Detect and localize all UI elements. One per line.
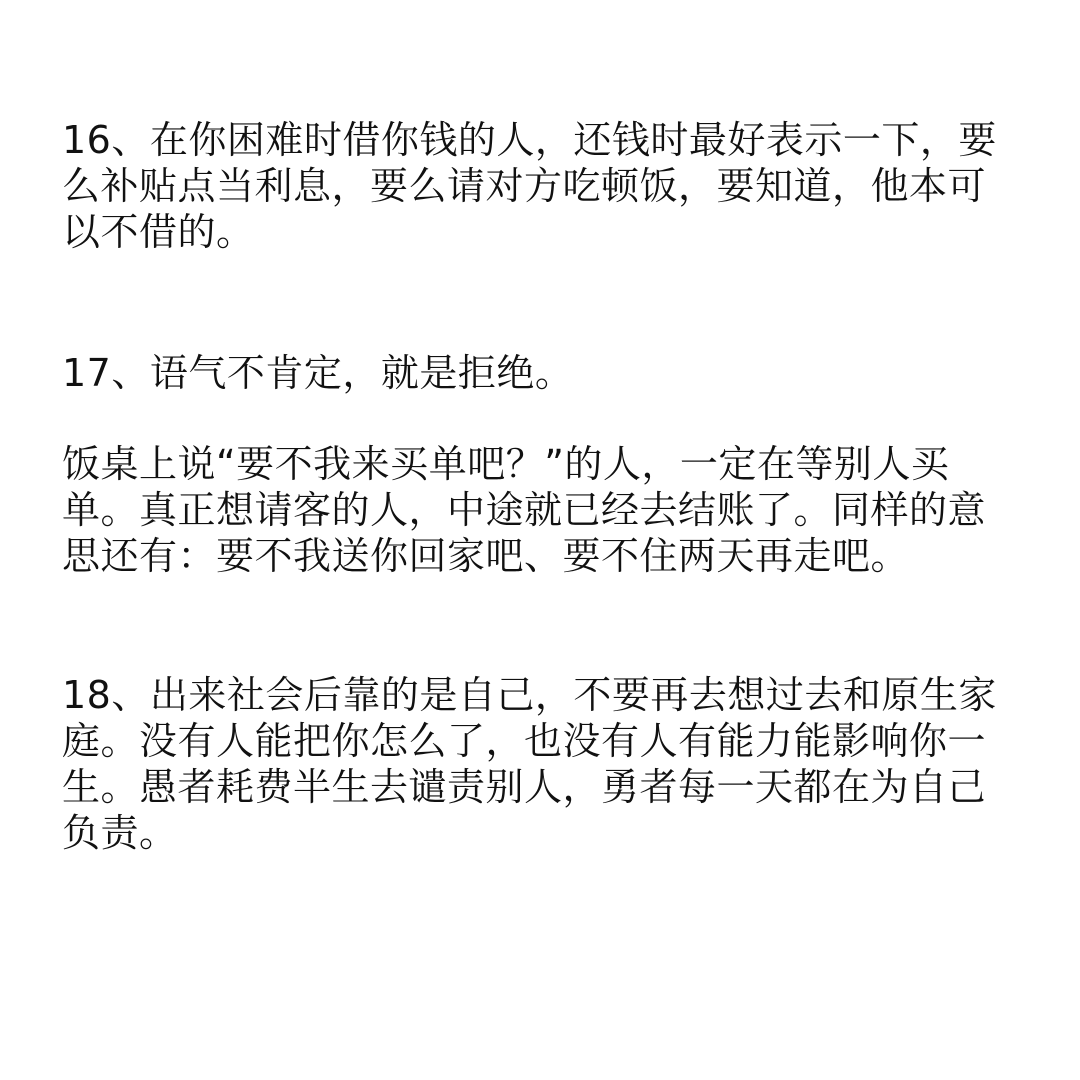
paragraph-line: 单。真正想请客的人，中途就已经去结账了。同样的意 [62,488,987,532]
paragraph-18 [62,672,1002,856]
paragraph-line: 16、在你困难时借你钱的人，还钱时最好表示一下，要 [62,118,997,162]
paragraph-line: 思还有：要不我送你回家吧、要不住两天再走吧。 [62,534,910,578]
paragraph-line: 生。愚者耗费半生去谴责别人，勇者每一天都在为自己 [62,765,987,809]
paragraph-line: 负责。 [62,811,178,855]
paragraph-16 [62,117,1002,255]
paragraph-17-body [62,441,1002,579]
paragraph-line: 以不借的。 [62,210,255,254]
paragraph-17-heading [62,350,1002,396]
paragraph-line: 18、出来社会后靠的是自己，不要再去想过去和原生家 [62,673,997,717]
paragraph-line: 庭。没有人能把你怎么了，也没有人有能力能影响你一 [62,719,987,763]
paragraph-line: 17、语气不肯定，就是拒绝。 [62,351,574,395]
paragraph-line: 么补贴点当利息，要么请对方吃顿饭，要知道，他本可 [62,164,987,208]
paragraph-line: 饭桌上说“要不我来买单吧？”的人，一定在等别人买 [62,442,950,486]
